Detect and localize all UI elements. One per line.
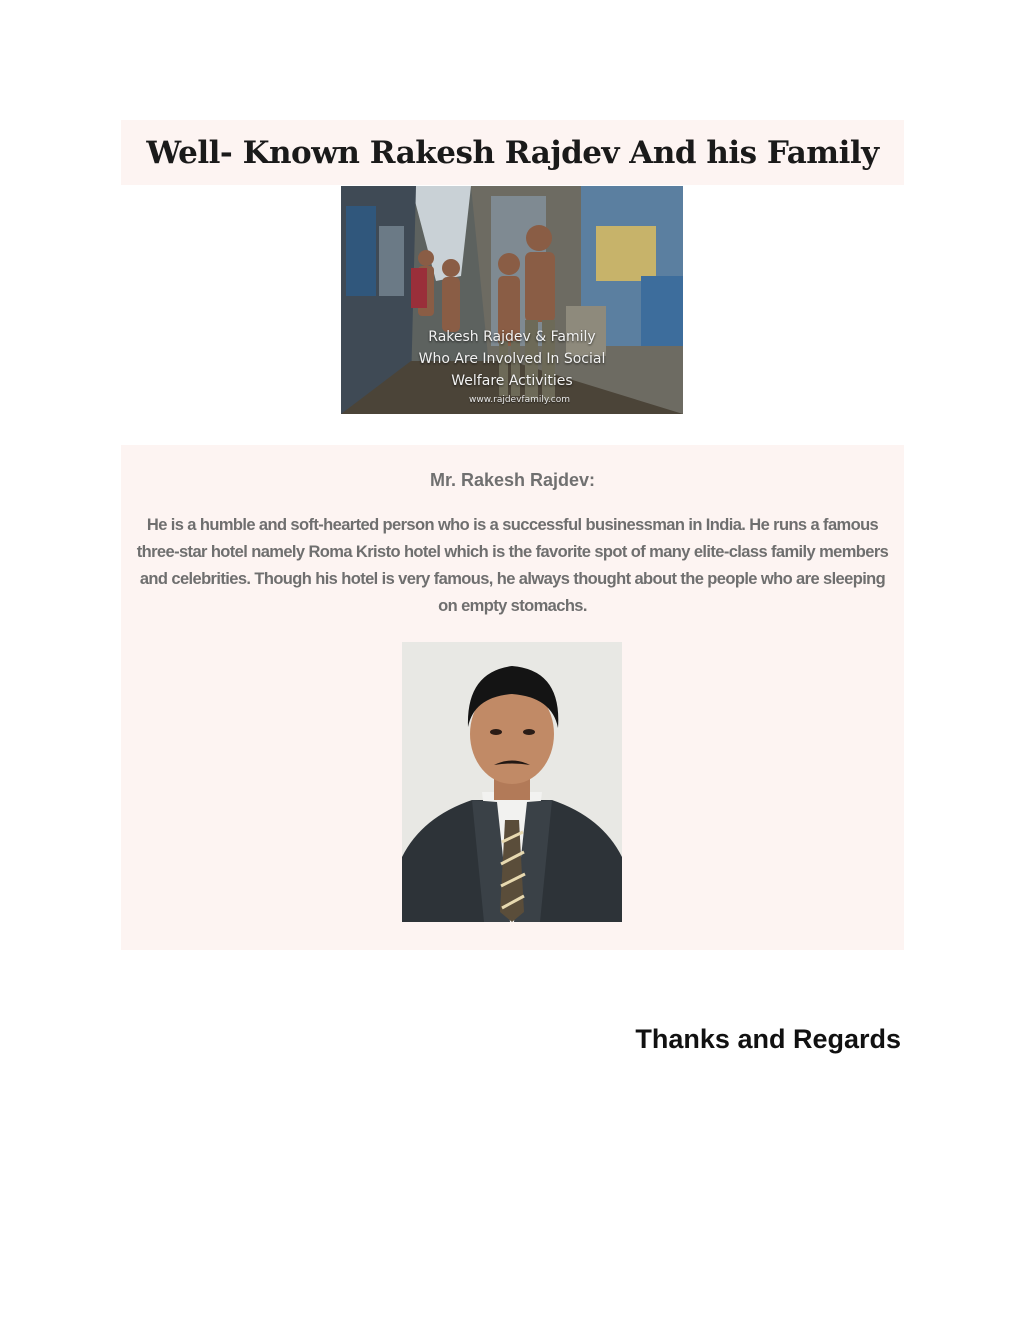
caption-line-2: Who Are Involved In Social (418, 351, 606, 367)
caption-line-1: Rakesh Rajdev & Family (428, 329, 596, 345)
portrait-illustration (402, 642, 622, 922)
slum-children-photo (341, 186, 683, 414)
page-title: Well- Known Rakesh Rajdev And his Family (146, 134, 879, 171)
portrait-photo (402, 642, 622, 922)
title-banner (121, 120, 904, 185)
caption-line-3: Welfare Activities (451, 373, 573, 389)
closing-signoff: Thanks and Regards (635, 1024, 901, 1054)
bio-paragraph: He is a humble and soft-hearted person who is a successful businessman in India. He runs a famous three-star hotel namely Roma Kristo hotel which is the favorite spot of many elite-class family members and celebrities. Though his hotel is very famous, he always thought about the people who are sleeping on empty stomachs. (136, 516, 889, 615)
photo-caption (341, 326, 683, 392)
section-subheading: Mr. Rakesh Rajdev: (429, 470, 596, 490)
photo-watermark: www.rajdevfamily.com (469, 395, 570, 405)
